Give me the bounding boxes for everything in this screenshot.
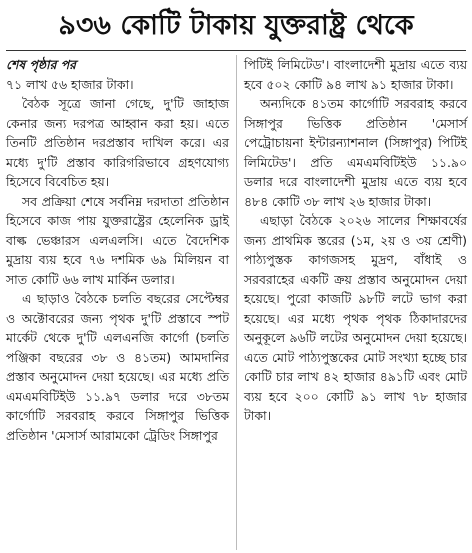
continued-paragraph: [6, 55, 229, 75]
paragraph-2: বৈঠক সূত্রে জানা গেছে, দু'টি জাহাজ কেনার জন্য দরপত্র আহ্বান করা হয়। এতে তিনটি প্রতিষ্ঠান দরপ্রস্তাব দাখিল করে। এর মধ্যে দু'টি প্রস্তাব কারিগরিভাবে গ্রহণযোগ্য হিসেবে বিবেচিত হয়।: [6, 96, 229, 189]
paragraph-1: ৭১ লাখ ৫৬ হাজার টাকা।: [6, 76, 134, 92]
continued-kicker: শেষ পৃষ্ঠার পর: [6, 57, 76, 72]
column-divider: [236, 55, 237, 550]
left-column: [6, 55, 229, 445]
paragraph-5: পিটিই লিমিটেড'। বাংলাদেশী মুদ্রায় এতে ব্যয় হবে ৫০২ কোটি ৯৪ লাখ ৯১ হাজার টাকা।: [244, 57, 467, 92]
paragraph-6: অন্যদিকে ৪১তম কার্গোটি সরবরাহ করবে সিঙ্গাপুর ভিত্তিক প্রতিষ্ঠান 'মেসার্স পেট্রোচায়না ইন্টারন্যাশনাল (সিঙ্গাপুর) পিটিই লিমিটেড'। প্রতি এমএমবিটিইউ ১১.৯০ ডলার দরে বাংলাদেশী মুদ্রায় এতে ব্যয় হবে ৪৮৪ কোটি ৩৮ লাখ ২৬ হাজার টাকা।: [244, 96, 467, 209]
paragraph-4: এ ছাড়াও বৈঠকে চলতি বছরের সেপ্টেম্বর ও অক্টোবরের জন্য পৃথক দু'টি প্রস্তাবে স্পট মার্কেট থেকে দু'টি এলএনজি কার্গো (চলতি পঞ্জিকা বছরের ৩৮ ও ৪১তম) আমদানির প্রস্তাব অনুমোদন দেয়া হয়েছে। এর মধ্যে প্রতি এমএমবিটিইউ ১১.৯৭ ডলার দরে ৩৮তম কার্গোটি সরবরাহ করবে সিঙ্গাপুর ভিত্তিক প্রতিষ্ঠান 'মেসার্স আরামকো ট্রেডিং সিঙ্গাপুর: [6, 291, 229, 443]
paragraph-3: সব প্রক্রিয়া শেষে সর্বনিম্ন দরদাতা প্রতিষ্ঠান হিসেবে কাজ পায় যুক্তরাষ্ট্রের হেলেনিক ড্রাই বাল্ক ভেঞ্চারস এলএলসি। এতে বৈদেশিক মুদ্রায় ব্যয় হবে ৭৬ দশমিক ৬৯ মিলিয়ন বা সাত কোটি ৬৬ লাখ মার্কিন ডলার।: [6, 193, 229, 287]
right-column: [244, 55, 467, 426]
headline: ৯৩৬ কোটি টাকায় যুক্তরাষ্ট্র থেকে: [58, 10, 414, 41]
paragraph-7: এছাড়া বৈঠকে ২০২৬ সালের শিক্ষাবর্ষের জন্য প্রাথমিক স্তরের (১ম, ২য় ও ৩য় শ্রেণী) পাঠ্যপুস্তক কাগজসহ মুদ্রণ, বাঁধাই ও সরবরাহের একটি ক্রয় প্রস্তাব অনুমোদন দেয়া হয়েছে। পুরো কাজটি ৯৮টি লটে ভাগ করা হয়েছে। এর মধ্যে পৃথক পৃথক ঠিকাদারদের অনুকূলে ৯৬টি লটের অনুমোদন দেয়া হয়েছে। এতে মোট পাঠ্যপুস্তকের মোট সংখ্যা হচ্ছে চার কোটি চার লাখ ৪২ হাজার ৪৯১টি এবং মোট ব্যয় হবে ২০০ কোটি ৯১ লাখ ৭৮ হাজার টাকা।: [244, 213, 467, 423]
headline-rule: [6, 50, 466, 51]
